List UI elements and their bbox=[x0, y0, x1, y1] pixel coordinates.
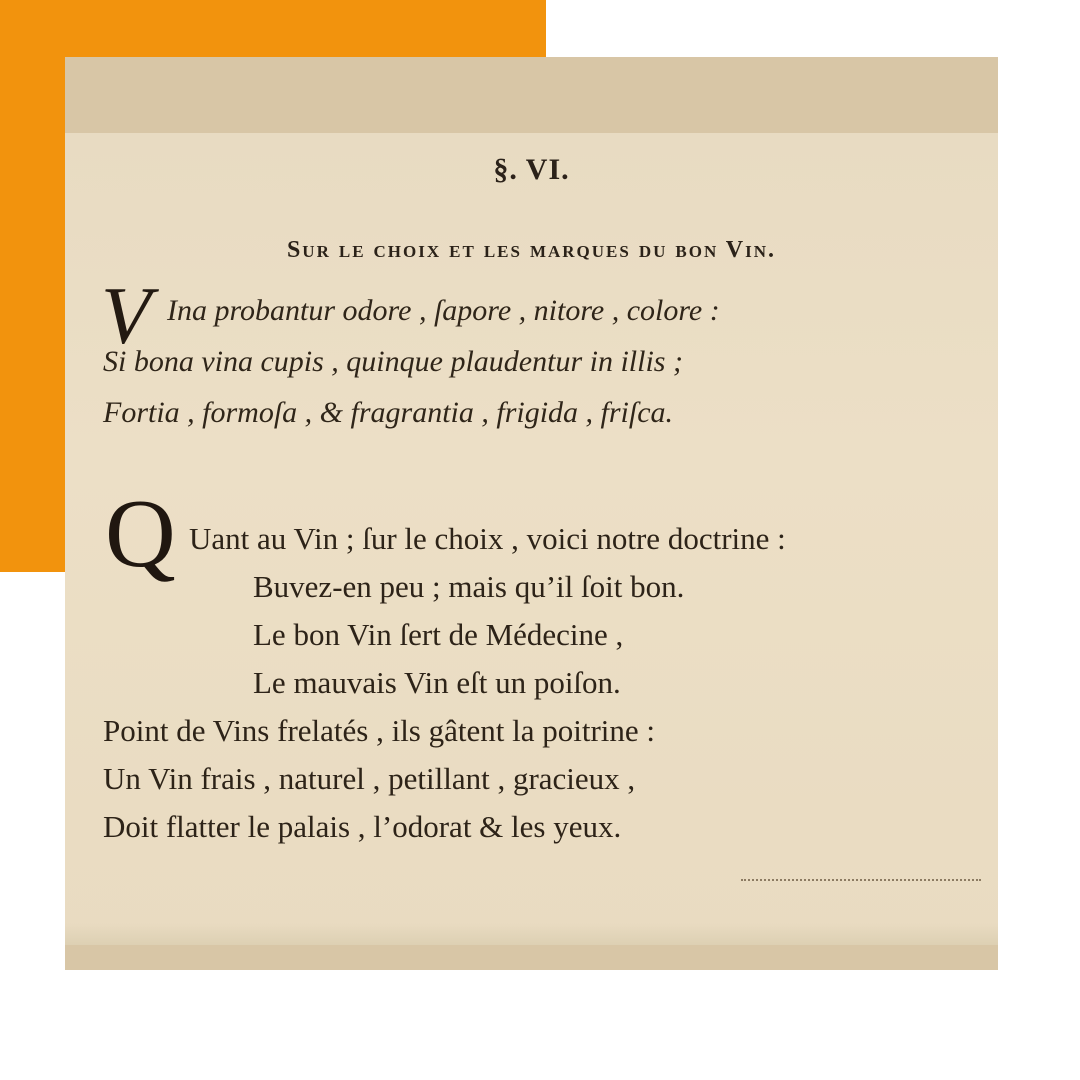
latin-verse bbox=[103, 285, 983, 438]
dotted-rule bbox=[741, 879, 981, 881]
latin-drop-cap: V bbox=[101, 270, 152, 361]
latin-line-1: Ina probantur odore , ſapore , nitore , colore : bbox=[167, 294, 720, 327]
french-drop-cap: Q bbox=[105, 480, 176, 588]
french-line-1: Uant au Vin ; ſur le choix , voici notre doctrine : bbox=[189, 521, 786, 556]
french-verse bbox=[103, 515, 993, 851]
french-line-5: Point de Vins frelatés , ils gâtent la poitrine : bbox=[103, 713, 656, 748]
french-line-4: Le mauvais Vin eſt un poiſon. bbox=[253, 665, 621, 700]
french-line-2: Buvez-en peu ; mais qu’il ſoit bon. bbox=[253, 569, 685, 604]
french-line-3: Le bon Vin ſert de Médecine , bbox=[253, 617, 624, 652]
latin-line-2: Si bona vina cupis , quinque plaudentur in illis ; bbox=[103, 345, 683, 378]
french-line-6: Un Vin frais , naturel , petillant , gracieux , bbox=[103, 761, 636, 796]
section-number: §. VI. bbox=[493, 153, 570, 186]
latin-line-3: Fortia , formoſa , & fragrantia , frigida , friſca. bbox=[103, 396, 674, 429]
section-title: Sur le choix et les marques du bon Vin. bbox=[286, 237, 777, 263]
page-card bbox=[65, 57, 998, 970]
french-line-7: Doit flatter le palais , l’odorat & les yeux. bbox=[103, 809, 622, 844]
